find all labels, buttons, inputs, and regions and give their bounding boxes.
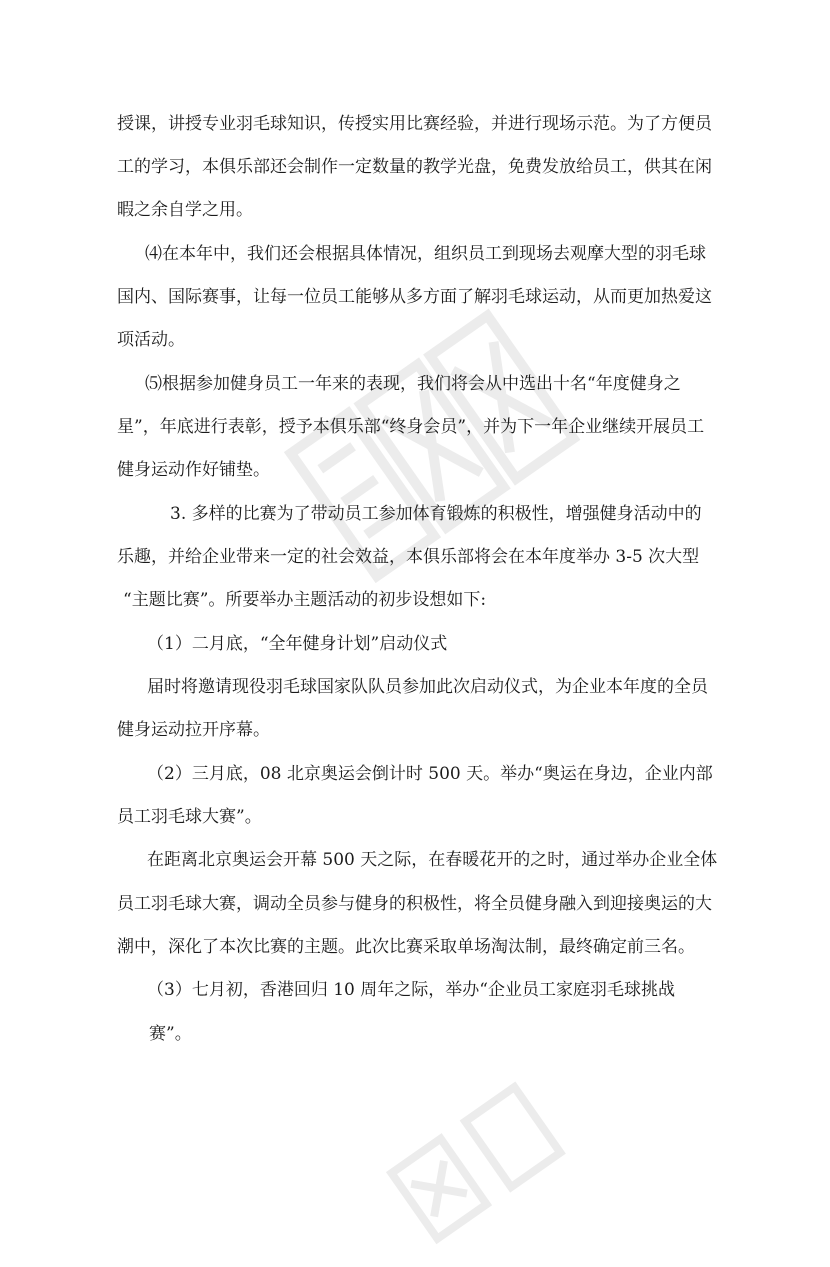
text-line: （1）二月底，“全年健身计划”启动仪式	[147, 634, 448, 654]
text-line: 授课，讲授专业羽毛球知识，传授实用比赛经验，并进行现场示范。为了方便员	[117, 114, 712, 134]
text-line: 届时将邀请现役羽毛球国家队队员参加此次启动仪式，为企业本年度的全员	[147, 677, 708, 697]
text-line: 健身运动作好铺垫。	[117, 460, 270, 480]
text-line: 项活动。	[117, 330, 185, 350]
text-line: 星”，年底进行表彰，授予本俱乐部“终身会员”，并为下一年企业继续开展员工	[117, 417, 705, 437]
text-line: （2）三月底，08 北京奥运会倒计时 500 天。举办“奥运在身边，企业内部	[147, 764, 713, 784]
text-line: 国内、国际赛事，让每一位员工能够从多方面了解羽毛球运动，从而更加热爱这	[117, 287, 712, 307]
text-line: （3）七月初，香港回归 10 周年之际，举办“企业员工家庭羽毛球挑战	[147, 980, 675, 1000]
text-line: 3. 多样的比赛为了带动员工参加体育锻炼的积极性，增强健身活动中的	[170, 504, 702, 524]
text-line: 赛”。	[149, 1024, 192, 1044]
text-line: ⑷在本年中，我们还会根据具体情况，组织员工到现场去观摩大型的羽毛球	[145, 244, 706, 264]
text-line: “主题比赛”。所要举办主题活动的初步设想如下:	[123, 590, 487, 610]
text-line: 工的学习，本俱乐部还会制作一定数量的教学光盘，免费发放给员工，供其在闲	[117, 157, 712, 177]
text-line: 在距离北京奥运会开幕 500 天之际，在春暖花开的之时，通过举办企业全体	[147, 850, 718, 870]
text-line: 健身运动拉开序幕。	[117, 720, 270, 740]
text-line: 乐趣，并给企业带来一定的社会效益，本俱乐部将会在本年度举办 3-5 次大型	[117, 547, 700, 567]
text-line: 员工羽毛球大赛，调动全员参与健身的积极性，将全员健身融入到迎接奥运的大	[117, 894, 712, 914]
text-line: ⑸根据参加健身员工一年来的表现，我们将会从中选出十名“年度健身之	[145, 374, 681, 394]
text-line: 潮中，深化了本次比赛的主题。此次比赛采取单场淘汰制，最终确定前三名。	[117, 937, 695, 957]
text-line: 员工羽毛球大赛”。	[117, 807, 262, 827]
watermark-logo-bottom	[364, 1053, 597, 1266]
text-line: 暇之余自学之用。	[117, 200, 253, 220]
